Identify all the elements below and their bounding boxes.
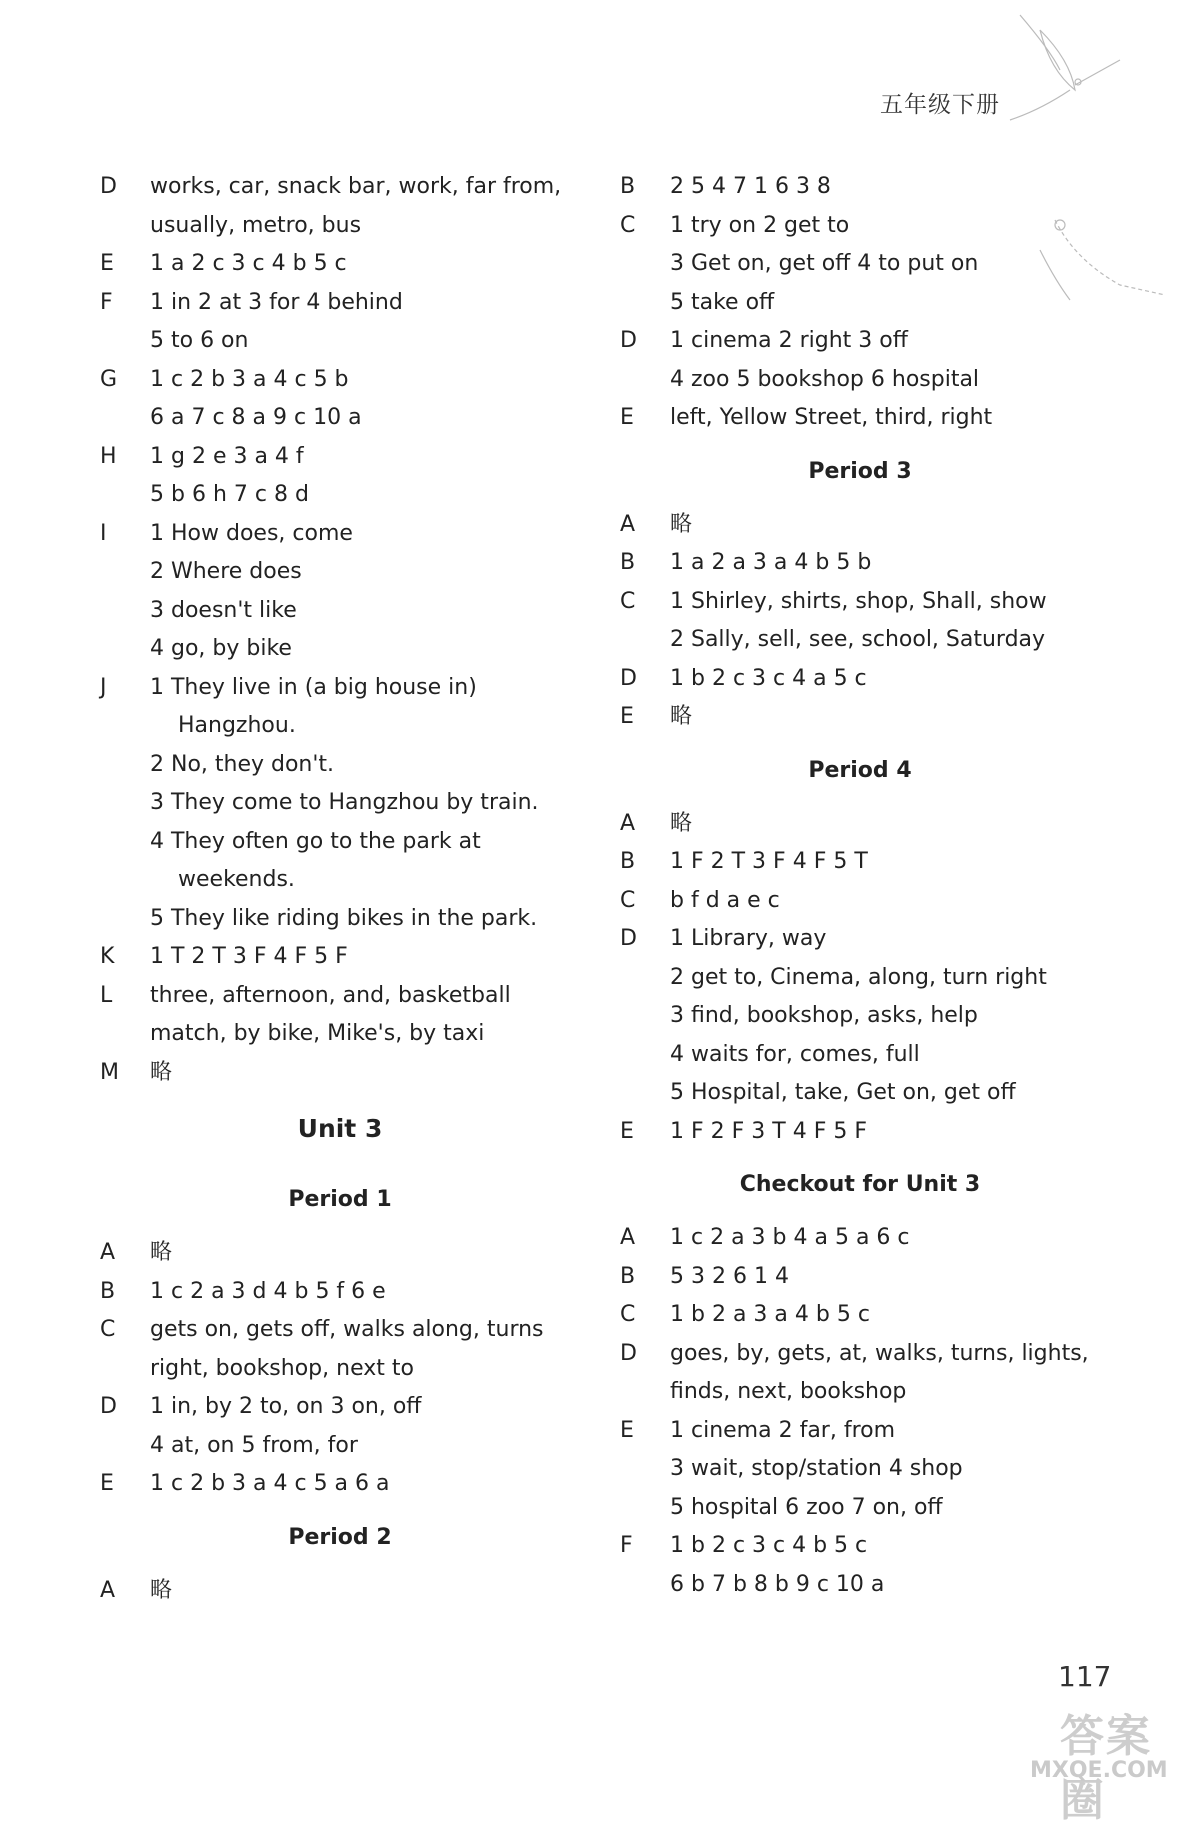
answer-text: 5 3 2 6 1 4 xyxy=(670,1263,789,1289)
answer-column-left xyxy=(100,168,560,1610)
exercise-label: K xyxy=(100,944,115,969)
exercise-label: J xyxy=(100,674,107,700)
exercise-label: E xyxy=(620,1118,634,1144)
answer-text: 1 in, by 2 to, on 3 on, off xyxy=(150,1394,422,1419)
section-heading: Period 1 xyxy=(288,1187,392,1212)
exercise-label: B xyxy=(620,550,636,575)
answer-line xyxy=(620,1450,1080,1489)
answer-line xyxy=(620,882,1080,921)
answer-line xyxy=(620,1113,1080,1152)
exercise-label: A xyxy=(620,1225,636,1250)
answer-text: right, bookshop, next to xyxy=(150,1355,414,1381)
answer-text: weekends. xyxy=(178,867,295,892)
page-number: 117 xyxy=(1058,1660,1112,1693)
answer-text: 4 go, by bike xyxy=(150,636,292,661)
section-heading: Checkout for Unit 3 xyxy=(739,1172,981,1197)
answer-line xyxy=(100,784,560,823)
section-heading: Period 3 xyxy=(808,458,912,484)
answer-line xyxy=(620,1296,1080,1335)
exercise-label: C xyxy=(620,588,636,614)
exercise-label: B xyxy=(620,174,636,199)
exercise-label: D xyxy=(100,1394,117,1419)
answer-text: 1 They live in (a big house in) xyxy=(150,674,477,700)
watermark-url: MXQE.COM xyxy=(1030,1758,1168,1783)
exercise-label: I xyxy=(100,520,107,546)
exercise-label: C xyxy=(100,1317,116,1342)
answer-text: 1 try on 2 get to xyxy=(670,212,850,238)
answer-text: 1 g 2 e 3 a 4 f xyxy=(150,443,304,469)
answer-text: 2 5 4 7 1 6 3 8 xyxy=(670,174,831,199)
answer-line xyxy=(100,1350,560,1389)
exercise-label: A xyxy=(100,1577,116,1603)
answer-text: match, by bike, Mike's, by taxi xyxy=(150,1021,485,1046)
answer-text: 2 Sally, sell, see, school, Saturday xyxy=(670,627,1046,652)
exercise-label: E xyxy=(620,704,634,729)
exercise-label: C xyxy=(620,212,636,238)
answer-line xyxy=(620,1412,1080,1451)
answer-text: 5 b 6 h 7 c 8 d xyxy=(150,482,309,507)
answer-text: 4 zoo 5 bookshop 6 hospital xyxy=(670,366,980,392)
answer-text: 1 c 2 a 3 d 4 b 5 f 6 e xyxy=(150,1278,386,1304)
answer-text: 略 xyxy=(670,511,693,537)
answer-line xyxy=(100,207,560,246)
answer-text: goes, by, gets, at, walks, turns, lights, xyxy=(670,1340,1089,1366)
answer-line xyxy=(100,1572,560,1611)
answer-text: 1 T 2 T 3 F 4 F 5 F xyxy=(150,944,348,969)
answer-line xyxy=(100,1427,560,1466)
answer-text: 2 get to, Cinema, along, turn right xyxy=(670,964,1047,990)
exercise-label: E xyxy=(100,251,114,276)
answer-text: 3 find, bookshop, asks, help xyxy=(670,1003,978,1028)
answer-text: 3 They come to Hangzhou by train. xyxy=(150,790,539,815)
answer-text: 2 No, they don't. xyxy=(150,751,335,777)
answer-text: usually, metro, bus xyxy=(150,212,362,238)
answer-text: 3 wait, stop/station 4 shop xyxy=(670,1456,963,1481)
answer-line xyxy=(100,861,560,900)
answer-line xyxy=(620,959,1080,998)
exercise-label: C xyxy=(620,1302,636,1327)
exercise-label: A xyxy=(620,511,636,537)
exercise-label: D xyxy=(620,328,637,353)
exercise-label: D xyxy=(620,926,637,951)
answer-line xyxy=(620,207,1080,246)
answer-line xyxy=(620,920,1080,959)
answer-text: 3 Get on, get off 4 to put on xyxy=(670,251,979,276)
answer-line xyxy=(620,583,1080,622)
exercise-label: B xyxy=(620,849,636,874)
answer-line xyxy=(620,1219,1080,1258)
answer-line xyxy=(620,1074,1080,1113)
answer-line xyxy=(620,1335,1089,1374)
answer-text: 略 xyxy=(150,1059,173,1085)
answer-text: 3 doesn't like xyxy=(150,597,297,623)
answer-text: 5 They like riding bikes in the park. xyxy=(150,905,538,931)
answer-line xyxy=(620,399,1080,438)
answer-text: Hangzhou. xyxy=(178,713,296,738)
answer-line xyxy=(100,168,560,207)
answer-line xyxy=(100,438,560,477)
answer-line xyxy=(620,805,1080,844)
answer-text: 1 b 2 c 3 c 4 b 5 c xyxy=(670,1533,868,1558)
answer-text: 6 a 7 c 8 a 9 c 10 a xyxy=(150,405,362,430)
exercise-label: F xyxy=(100,289,113,315)
answer-line xyxy=(620,1258,1080,1297)
answer-text: 1 b 2 a 3 a 4 b 5 c xyxy=(670,1302,870,1327)
exercise-label: A xyxy=(620,810,636,836)
answer-line xyxy=(100,977,560,1016)
answer-line xyxy=(100,1234,560,1273)
answer-line xyxy=(100,1311,560,1350)
answer-line xyxy=(100,746,560,785)
answer-line xyxy=(620,322,1080,361)
answer-line xyxy=(620,245,1080,284)
answer-text: 1 F 2 F 3 T 4 F 5 F xyxy=(670,1118,867,1144)
answer-line xyxy=(620,361,1080,400)
answer-text: finds, next, bookshop xyxy=(670,1379,907,1404)
answer-text: b f d a e c xyxy=(670,887,780,913)
answer-text: works, car, snack bar, work, far from, xyxy=(150,174,562,199)
answer-text: 5 Hospital, take, Get on, get off xyxy=(670,1080,1016,1105)
answer-line xyxy=(620,1527,1080,1566)
answer-text: 1 c 2 b 3 a 4 c 5 a 6 a xyxy=(150,1471,390,1496)
answer-text: 6 b 7 b 8 b 9 c 10 a xyxy=(670,1571,885,1597)
answer-text: 1 b 2 c 3 c 4 a 5 c xyxy=(670,665,867,691)
answer-line xyxy=(620,1566,1080,1605)
exercise-label: D xyxy=(620,1340,637,1366)
answer-line xyxy=(620,698,1080,737)
answer-text: 略 xyxy=(150,1577,173,1603)
exercise-label: D xyxy=(620,665,637,691)
answer-line xyxy=(100,322,560,361)
answer-line xyxy=(100,399,560,438)
answer-line xyxy=(100,900,560,939)
answer-text: 4 at, on 5 from, for xyxy=(150,1432,358,1458)
answer-text: 4 They often go to the park at xyxy=(150,828,481,854)
answer-line xyxy=(100,515,560,554)
answer-text: 1 How does, come xyxy=(150,520,353,546)
exercise-label: C xyxy=(620,887,636,913)
answer-line xyxy=(100,669,560,708)
answer-text: 1 F 2 T 3 F 4 F 5 T xyxy=(670,849,868,874)
exercise-label: M xyxy=(100,1059,119,1085)
answer-text: 1 Shirley, shirts, shop, Shall, show xyxy=(670,588,1047,614)
answer-line xyxy=(100,245,560,284)
section-heading: Period 4 xyxy=(808,757,912,783)
answer-text: 略 xyxy=(670,810,693,836)
answer-text: 5 to 6 on xyxy=(150,328,249,353)
answer-line xyxy=(620,168,1080,207)
answer-line xyxy=(100,284,560,323)
answer-text: 1 cinema 2 far, from xyxy=(670,1417,896,1443)
exercise-label: H xyxy=(100,443,117,469)
answer-line xyxy=(100,476,560,515)
exercise-label: B xyxy=(620,1263,636,1289)
answer-text: 1 c 2 b 3 a 4 c 5 b xyxy=(150,366,349,392)
answer-text: 1 Library, way xyxy=(670,926,827,951)
answer-line xyxy=(100,592,560,631)
answer-text: 1 c 2 a 3 b 4 a 5 a 6 c xyxy=(670,1225,910,1250)
answer-line xyxy=(620,284,1080,323)
answer-line xyxy=(620,544,1080,583)
answer-text: 略 xyxy=(150,1240,173,1265)
answer-line xyxy=(620,1036,1080,1075)
answer-line xyxy=(100,630,560,669)
exercise-label: E xyxy=(620,405,634,430)
exercise-label: E xyxy=(620,1417,634,1443)
answer-line xyxy=(100,553,560,592)
answer-line xyxy=(100,1465,560,1504)
answer-text: 略 xyxy=(670,704,693,729)
answer-line xyxy=(100,1015,560,1054)
page-header-title: 五年级下册 xyxy=(880,92,1000,118)
answer-line xyxy=(100,823,560,862)
answer-line xyxy=(620,843,1080,882)
watermark-logo: 答案圈 xyxy=(1060,1711,1152,1826)
exercise-label: D xyxy=(100,174,117,199)
exercise-label: A xyxy=(100,1240,116,1265)
answer-line xyxy=(100,1388,560,1427)
answer-line xyxy=(620,506,1080,545)
answer-line xyxy=(620,997,1080,1036)
exercise-label: G xyxy=(100,366,118,392)
answer-text: 2 Where does xyxy=(150,559,302,584)
answer-line xyxy=(620,1373,1080,1412)
exercise-label: B xyxy=(100,1278,116,1304)
answer-text: three, afternoon, and, basketball xyxy=(150,982,511,1008)
answer-line xyxy=(100,707,560,746)
answer-text: 1 a 2 c 3 c 4 b 5 c xyxy=(150,251,347,276)
answer-column-right xyxy=(620,168,1089,1604)
answer-line xyxy=(620,621,1080,660)
exercise-label: E xyxy=(100,1471,114,1496)
answer-text: 1 in 2 at 3 for 4 behind xyxy=(150,289,403,315)
answer-text: left, Yellow Street, third, right xyxy=(670,405,993,430)
answer-line xyxy=(100,361,560,400)
answer-text: 1 a 2 a 3 a 4 b 5 b xyxy=(670,550,872,575)
answer-line xyxy=(620,1489,1080,1528)
unit-heading: Unit 3 xyxy=(297,1114,383,1143)
answer-text: 5 take off xyxy=(670,289,775,315)
answer-line xyxy=(100,938,560,977)
answer-line xyxy=(620,660,1080,699)
answer-text: 5 hospital 6 zoo 7 on, off xyxy=(670,1494,943,1520)
answer-text: 4 waits for, comes, full xyxy=(670,1041,920,1067)
answer-line xyxy=(100,1054,560,1093)
answer-line xyxy=(100,1273,560,1312)
answer-text: 1 cinema 2 right 3 off xyxy=(670,328,908,353)
section-heading: Period 2 xyxy=(288,1524,392,1550)
exercise-label: L xyxy=(100,982,113,1008)
answer-text: gets on, gets off, walks along, turns xyxy=(150,1317,544,1342)
exercise-label: F xyxy=(620,1533,633,1558)
